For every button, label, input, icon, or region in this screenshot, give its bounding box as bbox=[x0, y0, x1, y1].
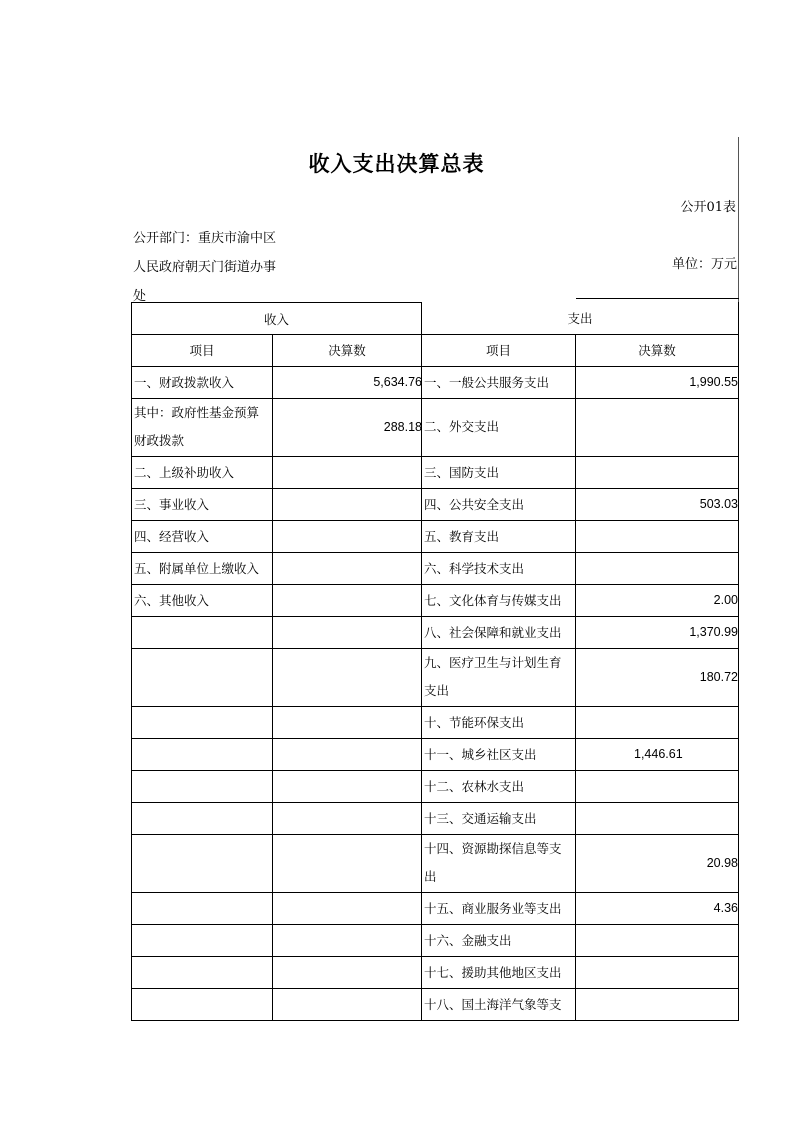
expense-amount-cell: 180.72 bbox=[575, 648, 739, 707]
income-item-cell: 其中：政府性基金预算财政拨款 bbox=[131, 398, 273, 457]
expense-item-cell: 十四、资源勘探信息等支出 bbox=[421, 834, 575, 893]
expense-item-header: 项目 bbox=[421, 334, 575, 367]
income-amount-cell: 5,634.76 bbox=[272, 366, 422, 399]
income-item-cell bbox=[131, 616, 273, 649]
income-item-cell bbox=[131, 924, 273, 957]
income-item-cell: 二、上级补助收入 bbox=[131, 456, 273, 489]
expense-item-cell: 七、文化体育与传媒支出 bbox=[421, 584, 576, 617]
expense-item-cell: 六、科学技术支出 bbox=[421, 552, 576, 585]
expense-item-cell: 十七、援助其他地区支出 bbox=[421, 956, 576, 989]
income-amount-cell bbox=[272, 648, 422, 707]
expense-amount-cell: 2.00 bbox=[575, 584, 739, 617]
expense-amount-header: 决算数 bbox=[575, 334, 739, 367]
expense-item-cell: 二、外交支出 bbox=[421, 398, 575, 457]
expense-item-cell: 八、社会保障和就业支出 bbox=[421, 616, 576, 649]
expense-amount-cell bbox=[575, 988, 739, 1021]
income-amount-cell: 288.18 bbox=[272, 398, 422, 457]
expense-amount-cell bbox=[575, 456, 739, 489]
expense-amount-cell bbox=[575, 552, 739, 585]
income-amount-cell bbox=[272, 834, 422, 893]
expense-item-cell: 十二、农林水支出 bbox=[421, 770, 576, 803]
expense-item-cell: 十五、商业服务业等支出 bbox=[421, 892, 576, 925]
expense-item-cell: 十一、城乡社区支出 bbox=[421, 738, 576, 771]
income-item-cell bbox=[131, 706, 273, 739]
unit-label: 单位：万元 bbox=[671, 257, 737, 272]
income-item-cell bbox=[131, 892, 273, 925]
expense-item-cell: 十、节能环保支出 bbox=[421, 706, 576, 739]
income-amount-cell bbox=[272, 770, 422, 803]
department-label: 公开部门：重庆市渝中区人民政府朝天门街道办事处 bbox=[133, 231, 277, 304]
expense-amount-cell bbox=[575, 770, 739, 803]
expense-amount-cell bbox=[575, 802, 739, 835]
table-top-line bbox=[576, 298, 739, 299]
income-amount-cell bbox=[272, 924, 422, 957]
income-amount-cell bbox=[272, 956, 422, 989]
expense-amount-cell: 503.03 bbox=[575, 488, 739, 521]
expense-amount-cell bbox=[575, 398, 739, 457]
income-amount-cell bbox=[272, 892, 422, 925]
expense-item-cell: 五、教育支出 bbox=[421, 520, 576, 553]
income-amount-header: 决算数 bbox=[272, 334, 421, 367]
income-item-header: 项目 bbox=[131, 334, 272, 367]
income-amount-cell bbox=[272, 706, 422, 739]
expense-amount-cell bbox=[575, 956, 739, 989]
expense-item-cell: 一、一般公共服务支出 bbox=[421, 366, 576, 399]
income-item-cell: 一、财政拨款收入 bbox=[131, 366, 273, 399]
income-amount-cell bbox=[272, 456, 422, 489]
expense-amount-cell bbox=[575, 924, 739, 957]
expense-header: 支出 bbox=[421, 302, 739, 335]
income-item-cell bbox=[131, 738, 273, 771]
income-item-cell bbox=[131, 648, 273, 707]
expense-amount-cell: 1,446.61 bbox=[575, 738, 739, 771]
income-item-cell: 五、附属单位上缴收入 bbox=[131, 552, 273, 585]
expense-item-cell: 四、公共安全支出 bbox=[421, 488, 576, 521]
income-item-cell bbox=[131, 988, 273, 1021]
income-header: 收入 bbox=[131, 302, 421, 335]
income-item-cell bbox=[131, 770, 273, 803]
expense-amount-cell bbox=[575, 706, 739, 739]
income-amount-cell bbox=[272, 738, 422, 771]
expense-item-cell: 十六、金融支出 bbox=[421, 924, 576, 957]
income-amount-cell bbox=[272, 802, 422, 835]
income-amount-cell bbox=[272, 616, 422, 649]
expense-amount-cell: 1,990.55 bbox=[575, 366, 739, 399]
page-title: 收入支出决算总表 bbox=[308, 151, 485, 176]
income-item-cell: 三、事业收入 bbox=[131, 488, 273, 521]
expense-item-cell: 三、国防支出 bbox=[421, 456, 576, 489]
form-number: 公开01表 bbox=[680, 200, 736, 215]
income-amount-cell bbox=[272, 520, 422, 553]
expense-amount-cell: 1,370.99 bbox=[575, 616, 739, 649]
expense-item-cell: 十八、国土海洋气象等支 bbox=[421, 988, 576, 1021]
income-item-cell: 六、其他收入 bbox=[131, 584, 273, 617]
expense-item-cell: 十三、交通运输支出 bbox=[421, 802, 576, 835]
income-amount-cell bbox=[272, 488, 422, 521]
income-amount-cell bbox=[272, 584, 422, 617]
expense-amount-cell: 20.98 bbox=[575, 834, 739, 893]
income-item-cell: 四、经营收入 bbox=[131, 520, 273, 553]
income-amount-cell bbox=[272, 552, 422, 585]
expense-item-cell: 九、医疗卫生与计划生育支出 bbox=[421, 648, 575, 707]
income-item-cell bbox=[131, 956, 273, 989]
expense-amount-cell: 4.36 bbox=[575, 892, 739, 925]
income-item-cell bbox=[131, 834, 273, 893]
expense-amount-cell bbox=[575, 520, 739, 553]
income-item-cell bbox=[131, 802, 273, 835]
income-amount-cell bbox=[272, 988, 422, 1021]
